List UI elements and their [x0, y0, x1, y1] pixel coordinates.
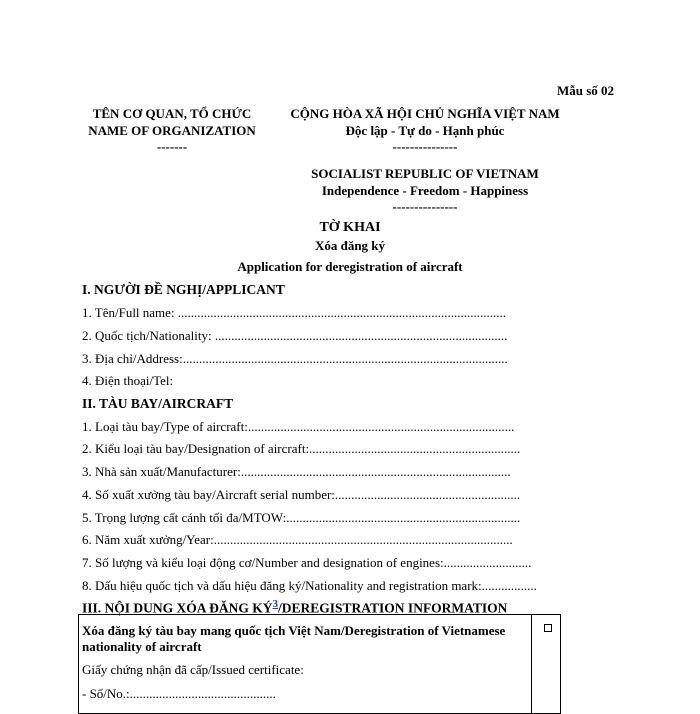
deregistration-option-title-line2: nationality of aircraft [82, 639, 202, 654]
section-aircraft-heading: II. TÀU BAY/AIRCRAFT [82, 396, 234, 411]
deregistration-checkbox[interactable] [544, 624, 552, 632]
field-serial-number: 4. Số xuất xưởng tàu bay/Aircraft serial number:......................................................... [82, 487, 521, 502]
form-number: Mẫu số 02 [557, 83, 615, 98]
form-title-english: Application for deregistration of aircraft [237, 259, 463, 274]
field-telephone: 4. Điện thoại/Tel: [82, 373, 174, 388]
section-applicant-heading: I. NGƯỜI ĐỀ NGHỊ/APPLICANT [82, 282, 285, 297]
deregistration-option-title-line1: Xóa đăng ký tàu bay mang quốc tịch Việt Nam/Deregistration of Vietnamese [82, 623, 506, 638]
national-motto-en: Independence - Freedom - Happiness [321, 183, 529, 198]
field-mtow: 5. Trọng lượng cất cánh tối đa/MTOW:........................................................................ [82, 510, 521, 525]
table-column-divider [531, 615, 532, 713]
issued-certificate-label: Giấy chứng nhận đã cấp/Issued certificate: [82, 662, 304, 677]
organization-name-en: NAME OF ORGANIZATION [88, 123, 256, 138]
field-aircraft-designation: 2. Kiểu loại tàu bay/Designation of aircraft:................................................................. [82, 441, 521, 456]
national-motto-vi: Độc lập - Tự do - Hạnh phúc [345, 123, 505, 138]
field-registration-mark: 8. Dấu hiệu quốc tịch và dấu hiệu đăng ký/Nationality and registration mark:................. [82, 578, 537, 593]
section-deregistration-heading-text: III. NỘI DUNG XÓA ĐĂNG KÝ [82, 600, 273, 616]
footnote-reference-link[interactable]: 3 [272, 598, 279, 610]
deregistration-table [78, 614, 561, 714]
national-title-vi: CỘNG HÒA XÃ HỘI CHỦ NGHĨA VIỆT NAM [290, 106, 560, 121]
organization-header [72, 106, 272, 155]
field-year: 6. Năm xuất xưởng/Year:............................................................................................ [82, 532, 513, 547]
field-aircraft-type: 1. Loại tàu bay/Type of aircraft:.................................................................................. [82, 419, 515, 434]
organization-dashes: ------- [156, 139, 188, 154]
form-subtitle: Xóa đăng ký [314, 238, 386, 253]
form-title: TỜ KHAI [319, 220, 381, 235]
national-header-vi [270, 106, 580, 155]
field-full-name: 1. Tên/Full name: ..................................................................................................... [82, 305, 507, 320]
field-address: 3. Địa chỉ/Address:.................................................................................................... [82, 351, 508, 366]
national-dashes-vi: --------------- [392, 139, 458, 154]
section-deregistration-heading-en: /DEREGISTRATION INFORMATION [278, 600, 508, 616]
certificate-number-field: - Số/No.:............................................. [82, 686, 276, 701]
field-manufacturer: 3. Nhà sản xuất/Manufacturer:................................................................................... [82, 464, 511, 479]
national-header-en [270, 166, 580, 215]
organization-name-vi: TÊN CƠ QUAN, TỔ CHỨC [92, 106, 252, 121]
field-engines: 7. Số lượng và kiểu loại động cơ/Number and designation of engines:........................... [82, 555, 532, 570]
national-dashes-en: --------------- [392, 199, 458, 214]
field-nationality: 2. Quốc tịch/Nationality: .......................................................................................... [82, 328, 508, 343]
national-title-en: SOCIALIST REPUBLIC OF VIETNAM [311, 166, 539, 181]
